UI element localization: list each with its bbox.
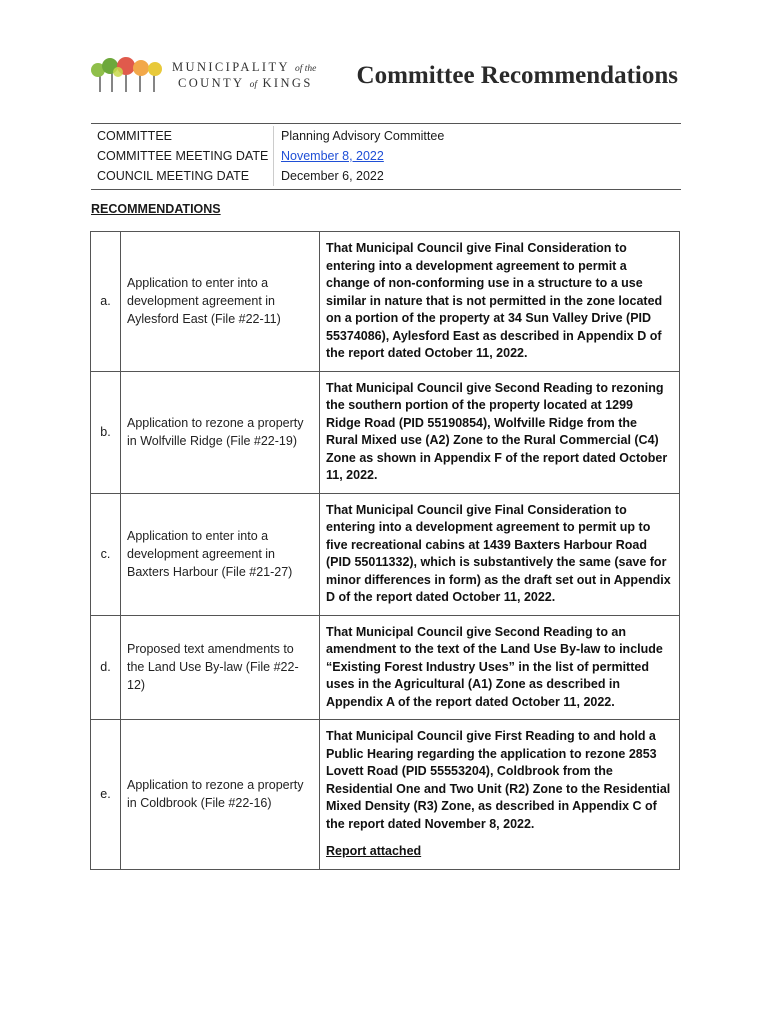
meeting-date-row bbox=[91, 146, 681, 166]
committee-label: COMMITTEE bbox=[97, 129, 172, 143]
table-row bbox=[91, 493, 680, 615]
logo-wordmark bbox=[172, 60, 316, 92]
recommendation-text: That Municipal Council give First Reading to and hold a Public Hearing regarding the application to rezone 2853 Lovett Road (PID 55553204), Coldbrook from the Residential One and Two Unit (R2) Zone to the Residential Mixed Density (R3) Zone, as described in Appendix C of the report dated November 8, 2022. bbox=[326, 729, 671, 831]
table-row bbox=[91, 615, 680, 720]
logo-county: COUNTY bbox=[178, 76, 245, 90]
item-letter: c. bbox=[91, 493, 121, 615]
application-cell: Application to rezone a property in Coldbrook (File #22-16) bbox=[121, 720, 320, 870]
item-letter: b. bbox=[91, 371, 121, 493]
recommendations-heading: RECOMMENDATIONS bbox=[91, 202, 221, 216]
table-row bbox=[91, 371, 680, 493]
divider bbox=[273, 146, 274, 166]
item-letter: e. bbox=[91, 720, 121, 870]
table-row bbox=[91, 232, 680, 372]
meeting-date-label: COMMITTEE MEETING DATE bbox=[97, 149, 269, 163]
recommendation-text: That Municipal Council give Final Consideration to entering into a development agreement to permit a change of non-conforming use in a structure to a use similar in nature that is not permitted in the zone located on a portion of the property at 34 Sun Valley Drive (PID 55374086), Aylesford East as described in Appendix D of the report dated October 11, 2022. bbox=[320, 232, 680, 372]
recommendation-text: That Municipal Council give Second Reading to an amendment to the text of the Land Use By-law to include “Existing Forest Industry Uses” in the list of permitted uses in the Agricultural (A1) Zone as described in Appendix A of the report dated October 11, 2022. bbox=[320, 615, 680, 720]
council-date-value: December 6, 2022 bbox=[281, 169, 384, 183]
application-cell: Application to enter into a development agreement in Baxters Harbour (File #21-27) bbox=[121, 493, 320, 615]
recommendation-text: That Municipal Council give Final Consideration to entering into a development agreement to permit up to five recreational cabins at 1439 Baxters Harbour Road (PID 55011332), which is substantively the same (save for minor differences in form) as the draft set out in Appendix D of the report dated October 11, 2022. bbox=[320, 493, 680, 615]
application-cell: Application to enter into a development agreement in Aylesford East (File #22-11) bbox=[121, 232, 320, 372]
recommendations-table bbox=[90, 231, 680, 870]
logo-of-the: of the bbox=[295, 64, 317, 74]
logo-of: of bbox=[249, 80, 257, 90]
table-row bbox=[91, 720, 680, 870]
committee-value: Planning Advisory Committee bbox=[281, 129, 445, 143]
recommendation-cell bbox=[320, 720, 680, 870]
application-cell: Application to rezone a property in Wolfville Ridge (File #22-19) bbox=[121, 371, 320, 493]
council-date-label: COUNCIL MEETING DATE bbox=[97, 169, 250, 183]
meeting-date-link[interactable]: November 8, 2022 bbox=[281, 149, 384, 163]
meeting-info bbox=[91, 123, 681, 190]
divider bbox=[273, 166, 274, 186]
page-title: Committee Recommendations bbox=[356, 62, 678, 89]
municipality-logo bbox=[88, 56, 328, 96]
report-attached-link[interactable]: Report attached bbox=[326, 844, 422, 858]
application-cell: Proposed text amendments to the Land Use By-law (File #22-12) bbox=[121, 615, 320, 720]
committee-row bbox=[91, 126, 681, 146]
trees-icon bbox=[88, 56, 170, 96]
recommendation-text: That Municipal Council give Second Reading to rezoning the southern portion of the property located at 1299 Ridge Road (PID 55190854), Wolfville Ridge from the Rural Mixed use (A2) Zone to the Rural Commercial (C4) Zone as shown in Appendix F of the report dated October 11, 2022. bbox=[320, 371, 680, 493]
item-letter: d. bbox=[91, 615, 121, 720]
logo-municipality: MUNICIPALITY bbox=[172, 60, 290, 74]
council-date-row bbox=[91, 166, 681, 186]
item-letter: a. bbox=[91, 232, 121, 372]
logo-kings: KINGS bbox=[262, 76, 313, 90]
divider bbox=[273, 126, 274, 146]
